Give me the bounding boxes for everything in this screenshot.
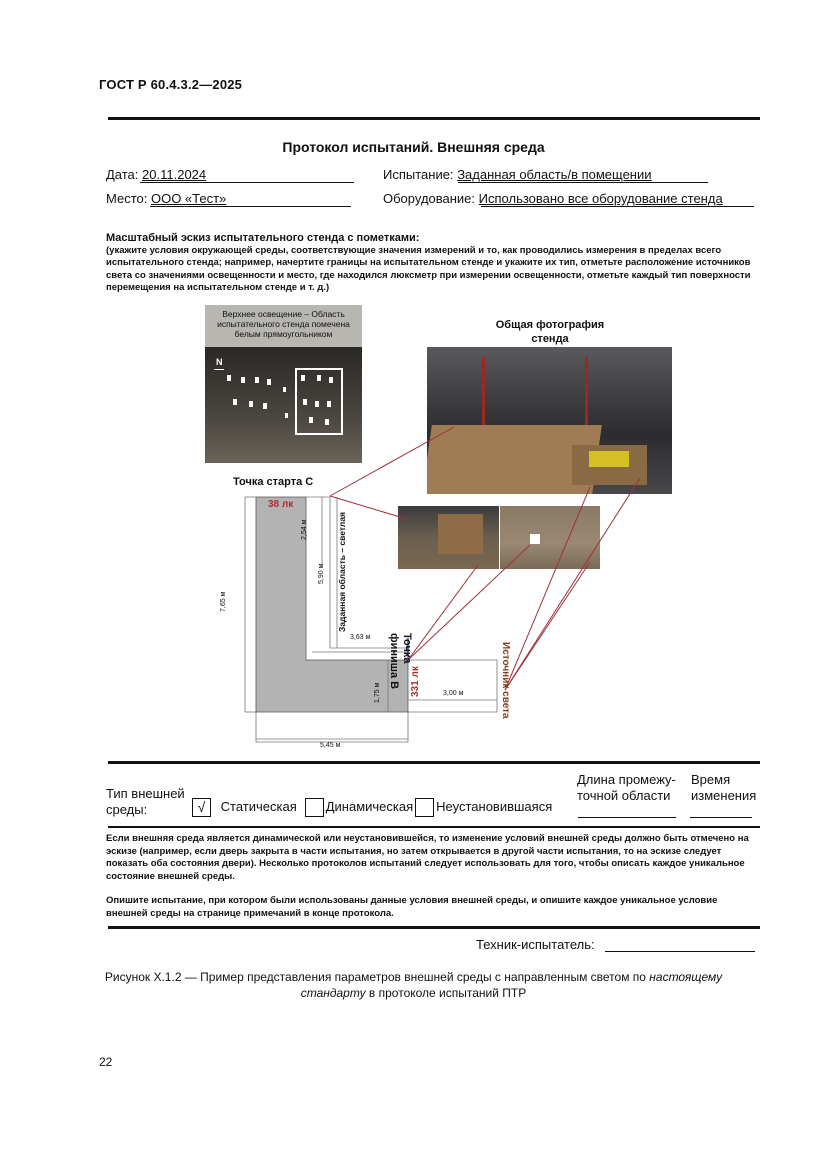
test-label: Испытание: <box>383 167 454 182</box>
sketch-heading: Масштабный эскиз испытательного стенда с пометками: <box>106 232 420 244</box>
top-lighting-caption: Верхнее освещение – Область испытательного стенда помечена белым прямоугольником <box>217 309 350 339</box>
dim-1-75: 1,75 м <box>374 682 381 703</box>
figure-caption: Рисунок X.1.2 — Пример представления параметров внешней среды с направленным светом по настоящему стандарту в протоколе испытаний ПТР <box>104 970 723 1000</box>
dim-7-65: 7,65 м <box>220 591 227 612</box>
interval-length-label: Длина промежу- точной области <box>577 772 676 803</box>
test-area-shape <box>256 497 408 712</box>
change-time-field[interactable] <box>690 817 752 818</box>
dim-2-54: 2,54 м <box>301 519 308 540</box>
overall-photo-caption: Общая фотография стенда <box>495 319 605 345</box>
equipment-label: Оборудование: <box>383 191 476 206</box>
finish-point-line2: финиша В <box>388 633 400 690</box>
technician-label: Техник-испытатель: <box>476 937 595 952</box>
dim-5-90: 5,90 м <box>318 563 325 584</box>
change-time-label: Время изменения <box>691 772 757 803</box>
interval-length-field[interactable] <box>578 817 676 818</box>
technician-field[interactable] <box>605 951 755 952</box>
test-value: Заданная область/в помещении <box>457 167 652 182</box>
dynamic-note: Если внешняя среда является динамической или неустановившейся, то изменение условий внешней среды должно быть отмечено на эскизе (например, если дверь закрыта в части испытания, но затем открывается в другой части испытания, то на эскизе следует показать оба состояния двери). Несколько протоколов испытаний следует использовать для того, чтобы описать каждое уникальное состояние внешней среды. <box>106 833 749 882</box>
dim-3-00: 3,00 м <box>443 690 464 697</box>
env-type-label: Тип внешней среды: <box>106 786 185 817</box>
dim-5-45: 5,45 м <box>320 742 341 749</box>
bottom-rule <box>108 926 760 929</box>
notes-rule <box>108 826 760 828</box>
env-type-options <box>192 798 552 817</box>
protocol-title: Протокол испытаний. Внешняя среда <box>282 139 545 155</box>
static-checkbox[interactable]: √ <box>192 798 211 817</box>
date-label: Дата: <box>106 167 139 182</box>
dynamic-checkbox[interactable] <box>305 798 324 817</box>
zone-label: Заданная область – светлая <box>337 511 347 632</box>
mid-rule <box>108 761 760 764</box>
static-label: Статическая <box>220 798 297 814</box>
page-number: 22 <box>99 1055 113 1069</box>
place-label: Место: <box>106 191 148 206</box>
dim-3-63: 3,63 м <box>350 634 371 641</box>
connector-lines <box>330 427 640 690</box>
equipment-value: Использовано все оборудование стенда <box>478 191 723 206</box>
unstable-label: Неустановившаяся <box>436 798 553 814</box>
north-mark: N <box>216 357 223 367</box>
start-point-label: Точка старта С <box>233 476 314 488</box>
unstable-checkbox[interactable] <box>415 798 434 817</box>
place-value: ООО «Тест» <box>150 191 227 206</box>
lux-end: 331 лк <box>410 666 421 697</box>
lux-start: 38 лк <box>268 499 294 510</box>
dynamic-label: Динамическая <box>325 798 414 814</box>
document-id: ГОСТ Р 60.4.3.2—2025 <box>99 77 243 92</box>
sketch-instructions: (укажите условия окружающей среды, соответствующие значения измерений и то, как проводились измерения в пределах всего испытательного стенда; например, начертите границы на испытательном стенде и укажите их тип, отметьте расположение источников света со значениями освещенности и место, где находился люксметр при измерении освещенности, отметьте каждый тип поверхности перемещения на испытательном стенде и т. д.) <box>106 245 751 293</box>
finish-point-line1: Точка <box>401 633 413 664</box>
date-value: 20.11.2024 <box>142 167 207 182</box>
describe-note: Опишите испытание, при котором были использованы данные условия внешней среды, и опишите каждое уникальное условие внешней среды на странице примечаний в конце протокола. <box>106 895 718 919</box>
light-source-label: Источник света <box>500 642 511 719</box>
